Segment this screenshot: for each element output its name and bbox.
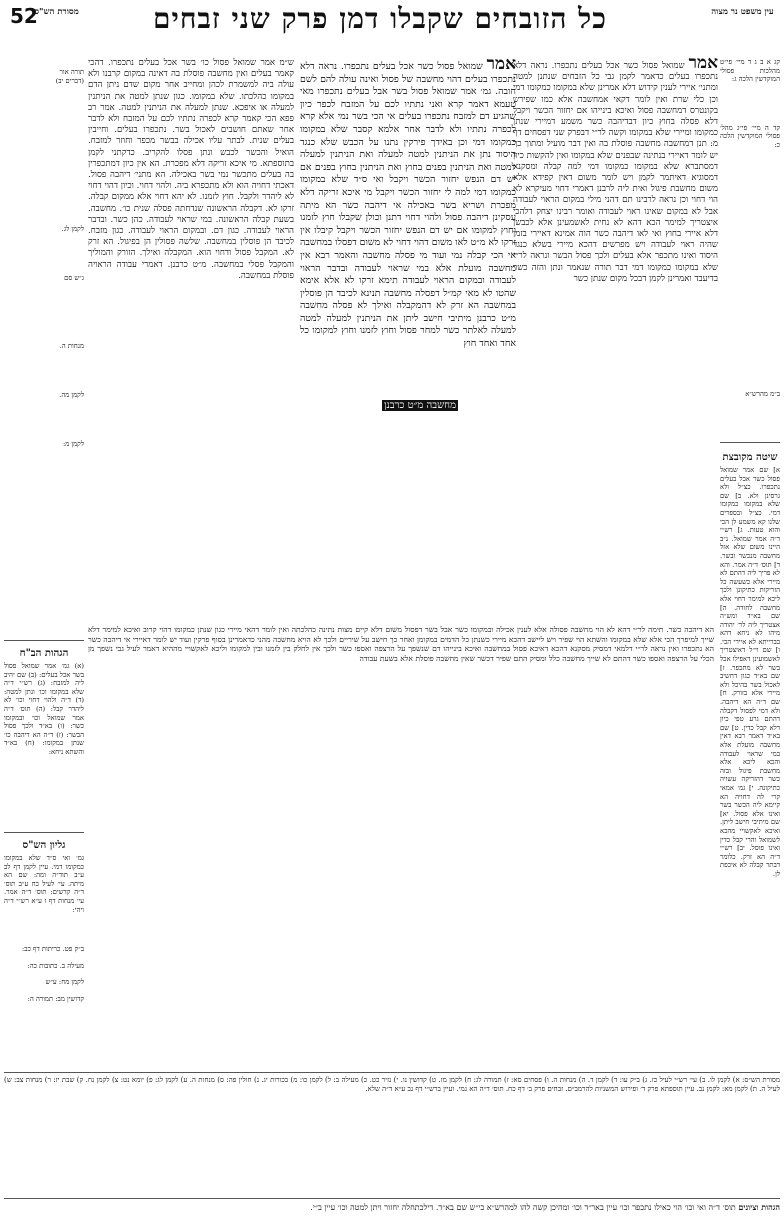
bottom-notes-text: מסורת הש״ס: א) לקמן לו. ב) עי׳ רש״י לעיל כז. ג) ב״ק עו: ד) לקמן ד. ה) מנחות ה. ו) פסחים סא: ז) תמורה לג: ח) לקמן מז. ט) קדושין נו. י) נזיר כט. כ) מעילה ב: ל) לקמן כו: מ) בכורות יג. נ) חולין פה: ס) מנחות ה. ע) לקמן לג: פ) יומא נט: צ) לקמן נח. ק) שבת יז: ר) מנחות צב: ש) לעיל ה. ת) לקמן מא: לקמן נב. עיין תוספתא פרק ד׳ ופירוש המשניות להרמב״ם. זבחים פרק ב׳ דף כח. תוס׳ ד״ה הא נמי. ועיין ברש״י דף נב ע״א ד״ה שלא. [4,1076,780,1094]
gemara-highlight [360,400,480,416]
highlight-phrase: מחשבה מ״ט כרבנן [383,400,457,411]
margin-ref: לקמן מח: ע״ש [45,978,84,987]
tosafot-text: שמואל פסול כשר אכל בעלים נתכפרו. נראה דלא נתכפרו בעלים כדאמר לקמן גבי כל הזבחים שנתנן למטה ומתני׳ איירי לענין קידוש דלא אמרינן שלא במקומו כמקומו דמי וכן כלי שרת ואין לומר דקאי אמחשבה אלא כמו שפירש בקונטרס דמחשבה פסול ואיכא בינייהו אם יחזור הכשר ויקבל דלא פסלה בחוץ כיון דבדיהבה כשר משמע דמיירי שנתן כמקומו ומיירי שלא במקומו וקשה לר״י דבפרק שני דפסחים דף מ: תנן דמחשבה מחשבה פוסלת בה ואין דבר מועיל ומתוך כך יש לומר דאיירי בנתינה שבפנים שלא במקומו ואין להקשות כיון דמסתברא שלא במקומו כמקומו דמי למה קבלה ומסקנא דמסוגיא דאיתמר לקמן ויש לומר משום דאין קפידא אלא משום מחשבת פיגול ואית ליה לרבנן דאמרי דחוי מעיקרא לא הוי דחוי וכן נראה לרבינו תם דהני מילי במקום הראוי לעבודה אבל לא במקום שאינו ראוי לעבודה ואומר רבינו יצחק דלהכי איצטריך למימר הכא דהא לא נחית לאשמעינן אלא לכבשן דלא איירי בחוץ ואי לאו דיהבה כשר הוה אמינא דאיירי בזמן שהיה ראוי לעבודה ויש מפרשים דהכא מיירי בשלא כנגד היסוד ואינו מתכפר אלא בעלים ולכך פסול הבשר ונראה לר״י שלא במקומו כמקומו דמי דבר תורה שנאמר ונתן והזה כשר בדיעבד ואמרינן לקמן דבכל מקום שנתן כשר [513,61,718,284]
gemara-opening-word: אמר [486,54,517,74]
hagahot-habach-title: הגהות הב"ח [19,648,69,659]
shita-mekubetzet-title: שיטה מקובצת [722,452,778,463]
margin-ref: לקמן מה. [59,390,84,399]
hagahot-habach-text: (א) גמ׳ אמר שמואל פסול בשר אכל בעלים: (ב) שם יהיב ליה למזבח: (ג) רש״י ד״ה שלא במקומו וכו׳ ונתן למטה: (ד) ד״ה ולהוי דחוי וכו׳ לא ליהדר קבל: (ה) תוס׳ ד״ה אמר שמואל וכו׳ ובמקומו כשר: (ו) בא״ד ולכך פסול הבשר: (ז) ד״ה הא דיהבה כו׳ שנתן במקומו: (ח) בא״ד והשתא ניחא: [4,662,84,756]
tosafot-lower-text [88,625,714,1065]
hagahot-tziunim-text: תוס׳ ד״ה ואי וכו׳ הוי כאילו נתכפר וכו׳ עיין באר״ד וכו׳ ומהיכן קשה להו למהרש״א כי״ש שם בא״ד. דילכתחלה יחזור ויתן למטה וכו׳ עיין ב״י. [310,1203,736,1212]
bottom-divider [4,1198,780,1199]
margin-ref: ג״ש סם [64,273,84,282]
gemara-text: שמואל פסול כשר אכל בעלים נתכפרו. נראה דלא נתכפרו בעלים דהוי מחשבה של פסול ואינה עולה להם לשם חובה. גמ׳ אמר שמואל פסול בשר אבל בעלים נתכפרו מאי טעמא דאמר קרא ואני נתתיו לכם על המזבח לכפר כיון שהגיע דם למזבח נתכפרו בעלים אי הכי בשר נמי אלא קרא לכפרה נתתיו ולא לדבר אחר אלמא קסבר שלא במקומו כמקומו דמי וכן באידך פירקין נתנו על הכבש שלא כנגד היסוד נתן את הניתנין למטה למעלה ואת הניתנין למעלה למטה ואת הניתנין בפנים בחוץ ואת הניתנין בחוץ בפנים אם יש דם הנפש יחזור הכשר ויקבל ואי ס״ד שלא במקומו כמקומו דמי למה לי יחזור הכשר ויקבל מי איכא זריקה דלא מפכרת ושריא בשר באכילה אי דיהבה כשר הא מיתה עסקינן דיהבה פסול ולהוי דחוי דתנן וכולן שקבלו חוץ לזמנו וחוץ למקומו אם יש דם הנפש יחזור הכשר ויקבל קיבלו אין זרקו לא מ״ט לאו משום דהוי דחוי לא משום דפסלו במחשבה אי הכי קבלה נמי ועוד מי פסלה מחשבה והאמר רבא אין מחשבה מועלת אלא במי שראוי לעבודה ובדבר הראוי לעבודה ובמקום הראוי לעבודה תימא זרקו לא אלא אימא שהטו לא מאי קמ״ל דפסלה מחשבה תנינא לכיבד הן פוסלין במחשבה הא זרק לא דהמקבלה ואילך לא פסלה מחשבה מ״ט כרבנן מיתיבי חישב ליתן את הניתנין למעלה למטה למעלה לאלתר כשר למחר פסול וחוץ לזמנו וחוץ למקומו כל אחד ואחד חוץ [300,61,516,350]
margin-ref: לקמן מ: [62,439,84,448]
margin-ref: מנחות ה. [59,342,84,351]
rashi-text: ש״מ אמר שמואל פסול כו׳ בשר אכל בעלים נתכפרו. דהכי קאמר בעלים ואין מחשבה פוסלת בה דאינה במקום קרבנו ולא עולה ביה למשמרת לכהן ומחייב אחר מקום שדם ניתן הדם במקומו כהלכתו. שלא במקומו. כגון שנתן למטה את הניתנין למעלה או איפכא. שנתן למעלה את הניתנין למטה. אמר רב פפא הכי קאמר קרא לכפרה נתתיו לכם על המזבח ולא לדבר אחר שאתם חושבים לאכול בשר. נתכפרו בעלים. וחייבין בעלים שנית. לבתר עליו אכילה בבשר מכפר וחוזר למזבח. הואיל והכשר לכבש ונתן פסלו להקריב. כדקתני לקמן בתוספתא. מי איכא זריקה דלא מפכרת. הא אין כיון דמתכפרין בה בעלים מתכשר נמי בשר באכילה. הא מתני׳ דיהבה פסול. דאכתי דחויה הוא ולא מתכפרא ביה. ולהוי דחוי. וכיון דהוי דחוי לא ליהדר ולקבל. חוץ לזמנו. לא יהא דחוי אלא ממקום קבלה. זרקו לא. דקבלה הראשונה שנדחתה פסלה שנית כו׳. מחשבה. בשעת קבלה הראשונה. במי שראוי לעבודה. כהן כשר. ובדבר הראוי לעבודה. כגון דם. ובמקום הראוי לעבודה. כגון מזבח. לכיבד הן פוסלין במחשבה. שלשה פסולין הן בפיגול. הא זרק לא. המקבל פסול ודחוי הוא. המקבלה ואילך. הזורק והמוליך והמקבל פסלי במחשבה. מ״ט כרבנן. דאמרי עבודה הראויה פוסלת במחשבה. [88,58,294,281]
shita-mekubetzet-text: א] שם אמר שמואל פסול כשר אכל בעלים נתכפרו. כצ״ל ולא גרסינן ולא. ב] שם שלא במקומו כמקומו דמי. כצ״ל ובספרים שלנו קא משמע לן הכי והוא טעות. ג] רש״י ד״ה אמר שמואל. נ״ב היינו משום שלא אזל מחשבה מנכשר ובשר. ד] תוס׳ ד״ה אמר. והא לא פריך ליה דהתם לא מיירי אלא כשעשה כל הזריקות כתיקונן ולכך ליכא למימר דחוי אלא מחשבה לחודה. ה] שם בא״ד ומש״ה אצטריך ליה לר׳ יהודה מיהו לא ניחא דהא בברייתא לא איירי הכי. ו] שם וי״ל דאיצטריך לאשמועינן דאפילו אכל בשר לא מתכפר. ז] שם בא״ד כגון דחשיב לאכול בשר בהיכל ולא מיירי אלא בזורק. ח] שם ד״ה הא דיהבה. ולא דמי לפסול דקבלה דהתם גרע טפי כיון דלא קבל כדין. ט] שם בא״ד דאמר רבא דאין מחשבה מועלת אלא במי שראוי לעבודה והכא ליכא אלא מחשבת פיגול ובזה כשר דהזריקה עשויה כתיקונה. י] גמ׳ אמאי קרי לה דחויה הא קיימא ליה הכשר בשר ואינו אלא פסול. יא] שם מיתיבי חישב ליתן. ואיכא לאקשויי מהכא לשמואל והרי קבל כדין ואינו פוסל. יב] רש״י ד״ה הא זרק. כלומר דבתר קבלה לא איכפת לן. [720,466,780,878]
shita-mekubetzet-box [720,448,780,1008]
bottom-notes [4,1076,780,1194]
ein-mishpat-entry: קג א ב ג ד מיי׳ פי״ט מהלכות פסולי המוקדשין הלכה ג: [720,58,780,84]
margin-ref: (דברים יב) [55,76,84,85]
mesoret-hashas-header: מסורת הש"ס [34,7,79,17]
ein-mishpat-margin [720,58,780,398]
hagahot-habach-box [4,644,84,824]
hagahot-tziunim [4,1202,780,1224]
ein-mishpat-entry: קד ה מיי׳ פי״ג מהל׳ פסולי המוקדשין הלכה כ: [720,123,780,149]
margin-ref: ב״ק פט. כריתות דף כב: [21,945,84,953]
page-title: כל הזובחים שקבלו דמן פרק שני זבחים [153,2,607,35]
gilyon-hashas-title: גליון הש"ס [22,840,66,851]
divider-line [4,832,84,833]
margin-ref: תורה אור [59,68,84,76]
margin-ref: לקמן לג. [61,225,84,234]
gemara-column [300,54,517,428]
ein-mishpat-header: עין משפט נר מצוה [711,7,774,17]
divider-line [720,442,780,443]
page-number: 52 [10,4,38,28]
margin-ref: מעילה ב. כתובות כה: [27,961,84,970]
left-margin-lower-refs [4,945,84,1065]
tosafot-opening-word: אמר [688,53,718,73]
tosafot-column [513,53,718,618]
divider-line [4,640,84,641]
gilyon-hashas-box [4,836,84,936]
bottom-divider [4,1072,780,1073]
hagahot-tziunim-label: הגהות וציונים [738,1202,780,1212]
margin-ref: קדושין מב: תמורה ה: [27,994,84,1003]
tosafot-continuation: הא דיהבה כשר. תימה לר״י דהא לא הוי מחשבה פסולה אלא לענין אכילה ובמקומו כשר אבל בשר דפסול משום דלא קיים מצות נתינה כהלכתה ואין לומר דהאי מיירי כגון שנתן כמקומו דהוי קרוב ואיכא למימר דלא שייך למיפרך הכי אלא שלא במקומו והשתא הוי שפיר ויש ליישב דהכא מיירי כשנתן כל הדמים במקומן ואחר כך חישב על שיריים ולכך לא הויא מחשבה מהני כדאמרינן בסוף פרקין ועוד יש לומר דאיירי אי דיהבה כשר הא נתכפרו ואין נראה לר״י דלמאי דמסיק מסקנא דהכא דאיכא פסול במחשבה ואיכא בינייהו דם שנשפך על הרצפה ואספו כשר ולכך אין לחלק בין לזמנו ובין למקומו וליכא לאקשויי מההיא דאמר לעיל גבי נשפך מן הכלי על הרצפה ואספו כשר דהתם לא שייך מחשבה כלל ומסיק התם שפיר דכשר שאין מחשבה פוסלת אלא בשעת עבודה [88,625,714,663]
rashi-column [88,58,294,618]
gilyon-hashas-text: גמ׳ ואי ס״ד שלא במקומו כמקומו דמי. עיין לקמן דף לב ע״ב תוד״ה ומה: שם הא מיתה. עי׳ לעיל כח ע״ב תוס׳ ד״ה קדשים: תוס׳ ד״ה אמר. עי׳ מנחות דף ז ע״א רש״י ד״ה ויהי: [4,854,84,914]
mesoret-hashas-margin [4,58,84,538]
ein-mishpat-note: ב״מ מהרש״א [745,389,780,398]
